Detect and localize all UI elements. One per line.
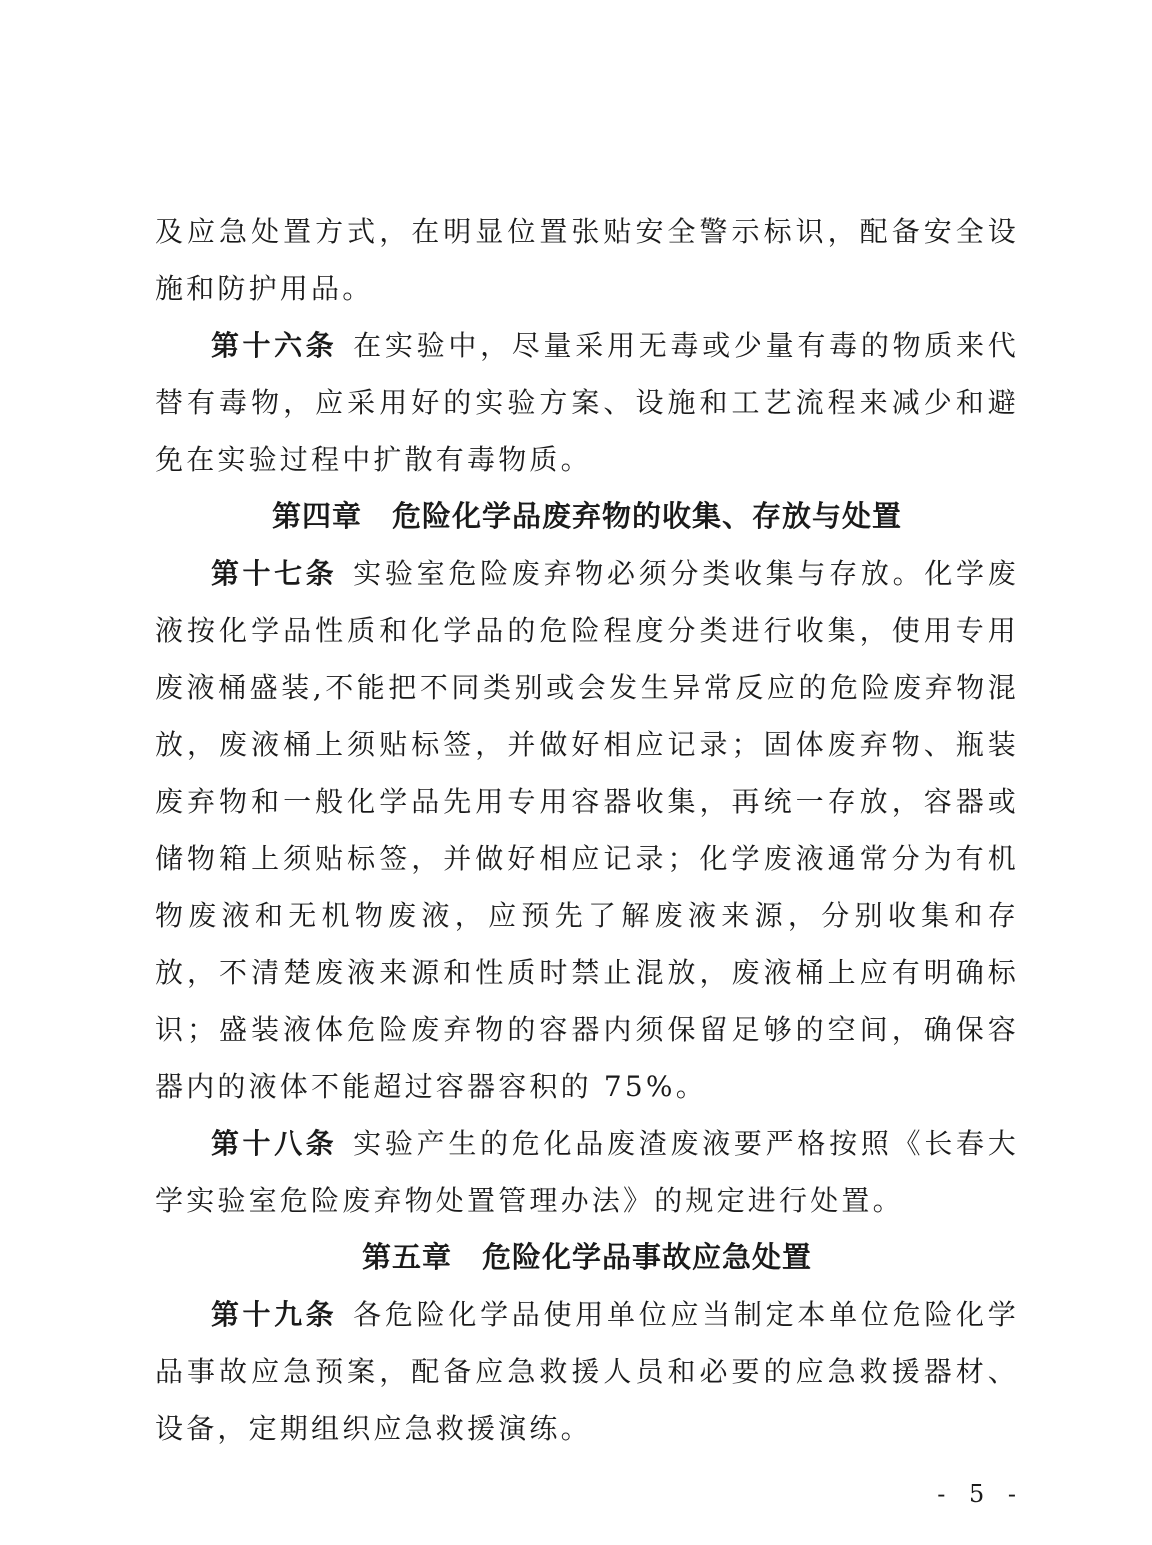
paragraph-continued: 及应急处置方式，在明显位置张贴安全警示标识，配备安全设施和防护用品。	[155, 215, 1019, 305]
article-19	[155, 1286, 1019, 1457]
page-number: - 5 -	[937, 1480, 1024, 1508]
article-18-text: 实验产生的危化品废渣废液要严格按照《长春大学实验室危险废弃物处置管理办法》的规定进行处置。	[155, 1127, 1019, 1217]
article-16-label: 第十六条	[211, 329, 338, 362]
article-19-text: 各危险化学品使用单位应当制定本单位危险化学品事故应急预案，配备应急救援人员和必要的应急救援器材、设备，定期组织应急救援演练。	[155, 1298, 1019, 1445]
article-17	[155, 545, 1019, 1115]
chapter-5-number: 第五章	[361, 1240, 452, 1274]
article-17-text: 实验室危险废弃物必须分类收集与存放。化学废液按化学品性质和化学品的危险程度分类进行收集，使用专用废液桶盛装,不能把不同类别或会发生异常反应的危险废弃物混放，废液桶上须贴标签，并做好相应记录；固体废弃物、瓶装废弃物和一般化学品先用专用容器收集，再统一存放，容器或储物箱上须贴标签，并做好相应记录；化学废液通常分为有机物废液和无机物废液，应预先了解废液来源，分别收集和存放，不清楚废液来源和性质时禁止混放，废液桶上应有明确标识；盛装液体危险废弃物的容器内须保留足够的空间，确保容器内的液体不能超过容器容积的 75%。	[155, 557, 1019, 1103]
article-18-label: 第十八条	[211, 1127, 338, 1160]
chapter-4-heading	[155, 488, 1019, 545]
article-18	[155, 1115, 1019, 1229]
article-16	[155, 317, 1019, 488]
chapter-4-number: 第四章	[271, 499, 362, 533]
chapter-4-title: 危险化学品废弃物的收集、存放与处置	[392, 499, 903, 533]
chapter-5-title: 危险化学品事故应急处置	[482, 1240, 813, 1274]
article-19-label: 第十九条	[211, 1298, 338, 1331]
article-16-text: 在实验中，尽量采用无毒或少量有毒的物质来代替有毒物，应采用好的实验方案、设施和工艺流程来减少和避免在实验过程中扩散有毒物质。	[155, 329, 1019, 476]
document-body	[155, 203, 1019, 1457]
article-17-label: 第十七条	[211, 557, 338, 590]
chapter-5-heading	[155, 1229, 1019, 1286]
